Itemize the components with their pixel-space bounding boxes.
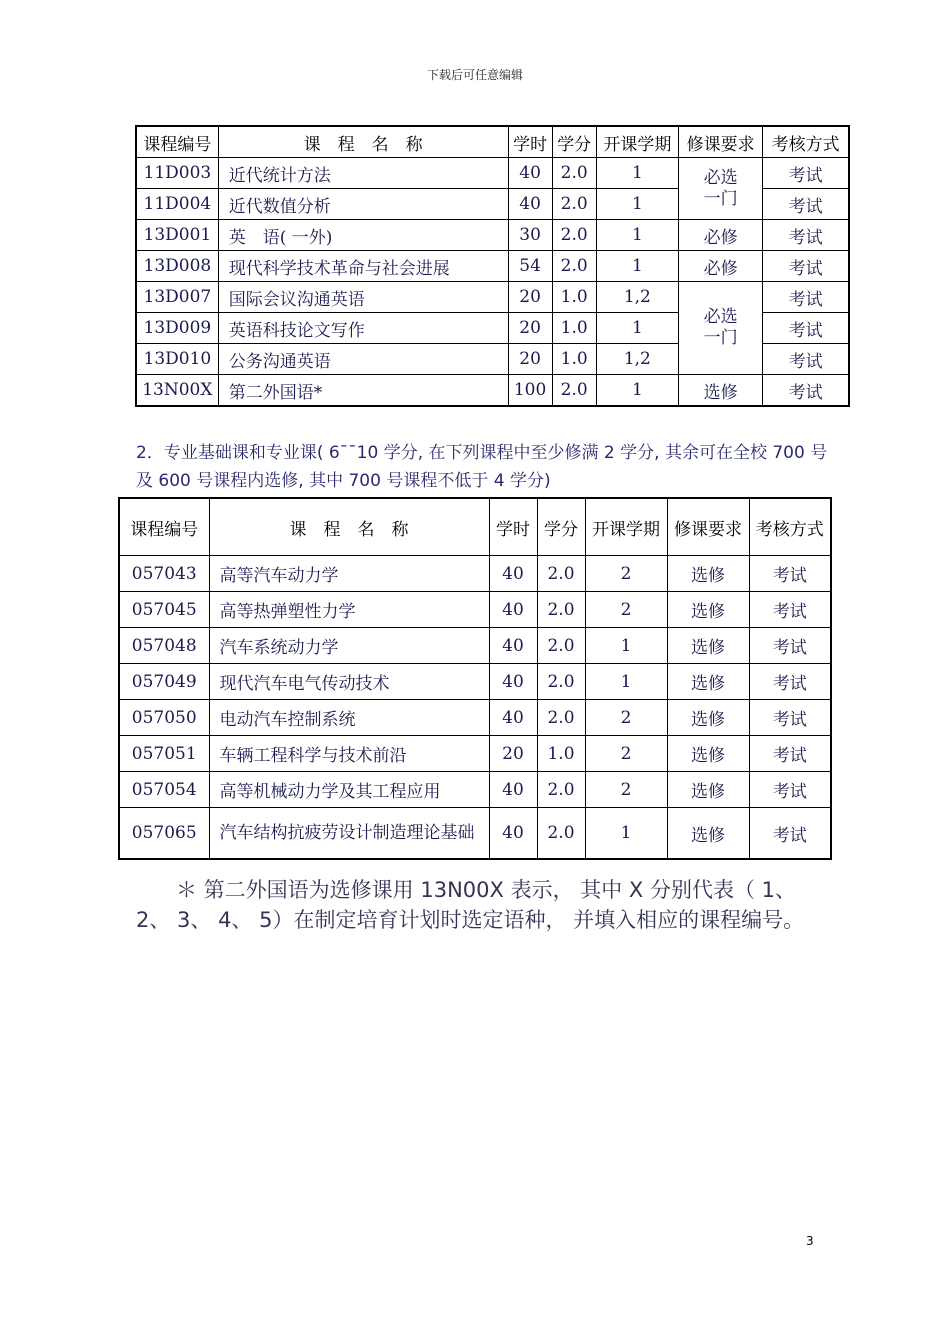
table-row [136, 282, 849, 313]
course-assessment: 考试 [763, 375, 849, 407]
header-course-code: 课程编号 [119, 498, 209, 556]
course-semester: 2 [585, 700, 667, 736]
course-credits: 1.0 [537, 736, 585, 772]
course-code: 13D009 [136, 313, 218, 344]
course-code: 11D003 [136, 158, 218, 189]
course-requirement: 选修 [667, 556, 749, 592]
header-hours: 学时 [489, 498, 537, 556]
course-hours: 20 [508, 344, 552, 375]
header-course-code: 课程编号 [136, 126, 218, 158]
course-name: 现代汽车电气传动技术 [209, 664, 489, 700]
header-credits: 学分 [552, 126, 596, 158]
course-requirement: 选修 [667, 736, 749, 772]
course-credits: 2.0 [537, 808, 585, 860]
page-number: 3 [806, 1234, 814, 1248]
course-name: 高等机械动力学及其工程应用 [209, 772, 489, 808]
course-name: 车辆工程科学与技术前沿 [209, 736, 489, 772]
header-course-name: 课 程 名 称 [209, 498, 489, 556]
course-code: 13N00X [136, 375, 218, 407]
header-course-name: 课 程 名 称 [218, 126, 508, 158]
course-credits: 1.0 [552, 344, 596, 375]
course-code: 057050 [119, 700, 209, 736]
course-semester: 1 [596, 375, 678, 407]
course-credits: 2.0 [537, 592, 585, 628]
course-hours: 20 [508, 313, 552, 344]
course-hours: 40 [489, 700, 537, 736]
table-row [136, 158, 849, 189]
course-credits: 2.0 [552, 189, 596, 220]
table-header-row [119, 498, 831, 556]
course-table-1 [135, 125, 850, 407]
table-row [119, 808, 831, 860]
course-hours: 40 [508, 158, 552, 189]
course-semester: 1,2 [596, 282, 678, 313]
table-row [136, 251, 849, 282]
course-assessment: 考试 [749, 700, 831, 736]
header-assessment: 考核方式 [749, 498, 831, 556]
header-requirement: 修课要求 [678, 126, 762, 158]
table-row [119, 700, 831, 736]
course-name: 公务沟通英语 [218, 344, 508, 375]
table-row [119, 556, 831, 592]
course-requirement: 选修 [678, 375, 762, 407]
course-assessment: 考试 [763, 344, 849, 375]
course-requirement: 必修 [678, 251, 762, 282]
course-name: 汽车结构抗疲劳设计制造理论基础 [209, 808, 489, 860]
course-hours: 54 [508, 251, 552, 282]
course-code: 13D001 [136, 220, 218, 251]
course-credits: 2.0 [537, 700, 585, 736]
course-assessment: 考试 [763, 220, 849, 251]
course-assessment: 考试 [749, 772, 831, 808]
course-semester: 1 [596, 313, 678, 344]
course-requirement: 选修 [667, 628, 749, 664]
course-hours: 20 [489, 736, 537, 772]
course-code: 057065 [119, 808, 209, 860]
course-name: 英 语( 一外) [218, 220, 508, 251]
course-credits: 2.0 [552, 251, 596, 282]
course-assessment: 考试 [763, 158, 849, 189]
section-2-description: 2．专业基础课和专业课( 6¯¯10 学分, 在下列课程中至少修满 2 学分, 其余可在全校 700 号及 600 号课程内选修, 其中 700 号课程不低于 4 学分) [136, 443, 828, 491]
header-requirement: 修课要求 [667, 498, 749, 556]
course-hours: 40 [489, 556, 537, 592]
table-row [119, 772, 831, 808]
course-name: 近代统计方法 [218, 158, 508, 189]
course-hours: 20 [508, 282, 552, 313]
course-requirement: 选修 [667, 700, 749, 736]
course-requirement: 必选 一门 [678, 282, 762, 375]
course-credits: 2.0 [537, 556, 585, 592]
course-hours: 40 [489, 772, 537, 808]
course-name: 现代科学技术革命与社会进展 [218, 251, 508, 282]
course-assessment: 考试 [763, 251, 849, 282]
header-semester: 开课学期 [596, 126, 678, 158]
course-credits: 2.0 [537, 628, 585, 664]
course-assessment: 考试 [763, 282, 849, 313]
course-semester: 1 [596, 251, 678, 282]
course-hours: 40 [489, 628, 537, 664]
course-table-2 [118, 497, 832, 860]
course-semester: 2 [585, 592, 667, 628]
table-row [119, 628, 831, 664]
course-semester: 2 [585, 556, 667, 592]
header-assessment: 考核方式 [763, 126, 849, 158]
course-assessment: 考试 [763, 313, 849, 344]
course-credits: 2.0 [552, 375, 596, 407]
course-semester: 1 [585, 628, 667, 664]
course-assessment: 考试 [749, 556, 831, 592]
table-row [119, 736, 831, 772]
footnote: ＊ 第二外国语为选修课用 13N00X 表示， 其中 X 分别代表（ 1、 2、 3、 4、 5）在制定培育计划时选定语种， 并填入相应的课程编号。 [136, 878, 805, 932]
course-code: 057054 [119, 772, 209, 808]
course-code: 057049 [119, 664, 209, 700]
course-requirement: 选修 [667, 808, 749, 860]
course-credits: 2.0 [552, 220, 596, 251]
course-semester: 2 [585, 736, 667, 772]
course-hours: 40 [508, 189, 552, 220]
course-credits: 1.0 [552, 282, 596, 313]
course-semester: 1 [596, 158, 678, 189]
course-credits: 2.0 [537, 664, 585, 700]
course-semester: 1 [585, 808, 667, 860]
course-name: 英语科技论文写作 [218, 313, 508, 344]
course-assessment: 考试 [763, 189, 849, 220]
course-assessment: 考试 [749, 736, 831, 772]
course-code: 13D007 [136, 282, 218, 313]
header-credits: 学分 [537, 498, 585, 556]
course-assessment: 考试 [749, 592, 831, 628]
course-name: 汽车系统动力学 [209, 628, 489, 664]
course-name: 第二外国语* [218, 375, 508, 407]
page-header: 下载后可任意编辑 [426, 68, 523, 82]
course-credits: 2.0 [552, 158, 596, 189]
course-semester: 1,2 [596, 344, 678, 375]
header-hours: 学时 [508, 126, 552, 158]
course-code: 057048 [119, 628, 209, 664]
course-hours: 40 [489, 808, 537, 860]
course-assessment: 考试 [749, 808, 831, 860]
course-requirement: 选修 [667, 772, 749, 808]
course-code: 057043 [119, 556, 209, 592]
course-name: 电动汽车控制系统 [209, 700, 489, 736]
header-semester: 开课学期 [585, 498, 667, 556]
course-code: 11D004 [136, 189, 218, 220]
table-row [119, 664, 831, 700]
course-hours: 100 [508, 375, 552, 407]
course-requirement: 必选 一门 [678, 158, 762, 220]
course-code: 13D008 [136, 251, 218, 282]
course-name: 国际会议沟通英语 [218, 282, 508, 313]
course-credits: 2.0 [537, 772, 585, 808]
course-requirement: 必修 [678, 220, 762, 251]
table-row [119, 592, 831, 628]
course-requirement: 选修 [667, 664, 749, 700]
course-credits: 1.0 [552, 313, 596, 344]
course-hours: 40 [489, 592, 537, 628]
course-assessment: 考试 [749, 628, 831, 664]
course-code: 057051 [119, 736, 209, 772]
course-name: 高等热弹塑性力学 [209, 592, 489, 628]
course-semester: 1 [585, 664, 667, 700]
table-row [136, 220, 849, 251]
course-semester: 1 [596, 189, 678, 220]
course-code: 13D010 [136, 344, 218, 375]
course-semester: 1 [596, 220, 678, 251]
course-assessment: 考试 [749, 664, 831, 700]
table-header-row [136, 126, 849, 158]
course-requirement: 选修 [667, 592, 749, 628]
table-row [136, 375, 849, 407]
course-name: 高等汽车动力学 [209, 556, 489, 592]
course-name: 近代数值分析 [218, 189, 508, 220]
course-code: 057045 [119, 592, 209, 628]
course-hours: 30 [508, 220, 552, 251]
course-hours: 40 [489, 664, 537, 700]
course-semester: 2 [585, 772, 667, 808]
